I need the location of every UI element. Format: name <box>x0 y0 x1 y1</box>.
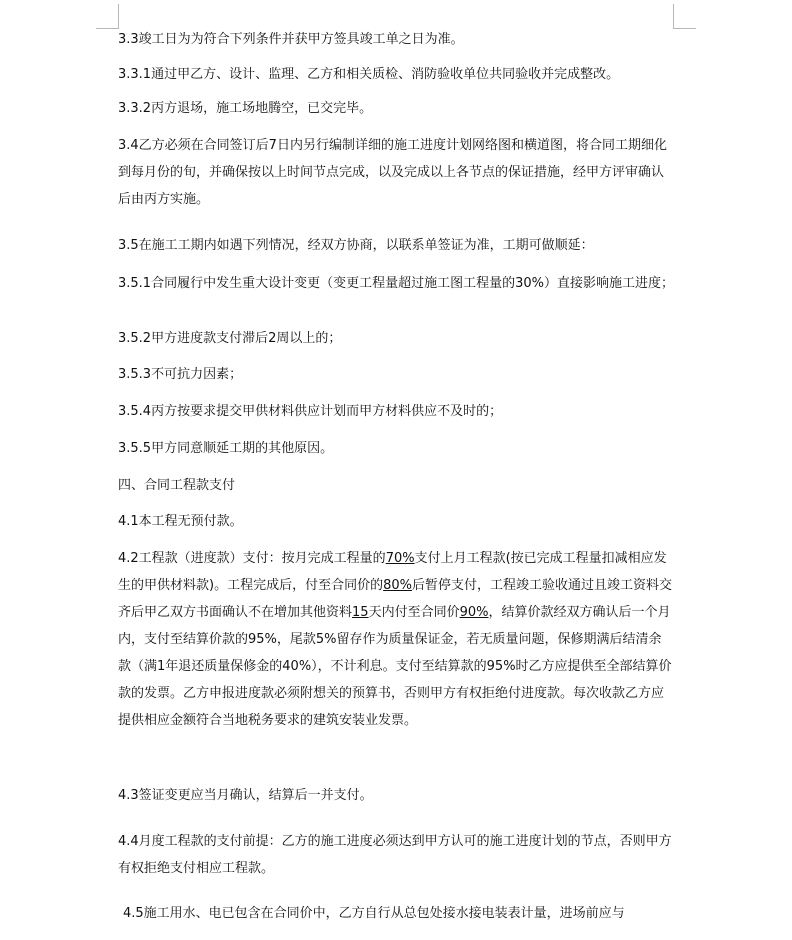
clause-4-2-text-4: 天内付至合同价 <box>368 605 460 620</box>
clause-3-3-2: 3.3.2丙方退场，施工场地腾空，已交完毕。 <box>118 101 373 116</box>
clause-3-5-3: 3.5.3不可抗力因素； <box>118 367 243 382</box>
clause-4-2-text-1: 4.2工程款（进度款）支付：按月完成工程量的 <box>118 551 386 566</box>
underlined-80-percent: 80% <box>383 578 412 593</box>
clause-4-3: 4.3签证变更应当月确认，结算后一并支付。 <box>118 788 373 803</box>
underlined-70-percent: 70% <box>385 551 415 566</box>
clause-4-2-text-2: 支付上月工程款(按已完成工程量扣减相应发生的甲供材料款)。工程完成后，付至合同价的 <box>118 551 667 593</box>
clause-3-5-4: 3.5.4丙方按要求提交甲供材料供应计划而甲方材料供应不及时的； <box>118 404 503 419</box>
clause-4-1: 4.1本工程无预付款。 <box>118 514 243 529</box>
clause-4-4: 4.4月度工程款的支付前提：乙方的施工进度必须达到甲方认可的施工进度计划的节点，否则甲方有权拒绝支付相应工程款。 <box>118 834 672 876</box>
clause-4-2-text-3: 后暂停支付，工程竣工验收通过且竣工资料交齐后甲乙双方书面确认不在增加其他资料 <box>118 578 672 620</box>
clause-3-4: 3.4乙方必须在合同签订后7日内另行编制详细的施工进度计划网络图和横道图，将合同工期细化到每月份的旬，并确保按以上时间节点完成，以及完成以上各节点的保证措施，经甲方评审确认后由丙方实施。 <box>118 138 667 207</box>
underlined-90-percent: 90% <box>459 605 489 620</box>
clause-4-2 <box>118 545 674 734</box>
page-corner-mark-top-left <box>96 4 119 29</box>
clause-3-5: 3.5在施工工期内如遇下列情况，经双方协商，以联系单签证为准，工期可做顺延： <box>118 238 594 253</box>
clause-3-5-1: 3.5.1合同履行中发生重大设计变更（变更工程量超过施工图工程量的30%）直接影响施工进度； <box>118 276 674 291</box>
clause-3-5-5: 3.5.5甲方同意顺延工期的其他原因。 <box>118 441 334 456</box>
clause-3-3-1: 3.3.1通过甲乙方、设计、监理、乙方和相关质检、消防验收单位共同验收并完成整改。 <box>118 67 620 82</box>
section-4-heading: 四、合同工程款支付 <box>118 478 236 493</box>
clause-4-2-text-5: ，结算价款经双方确认后一个月内，支付至结算价款的95%，尾款5%留存作为质量保证金，若无质量问题，保修期满后结清余款（满1年退还质量保修金的40%），不计利息。支付至结算款的95%时乙方应提供至全部结算价款的发票。乙方申报进度款必须附想关的预算书，否则甲方有权拒绝付进度款。每次收款乙方应提供相应金额符合当地税务要求的建筑安装业发票。 <box>118 605 672 728</box>
clause-4-5: 4.5施工用水、电已包含在合同价中，乙方自行从总包处接水接电装表计量，进场前应与 <box>123 906 625 921</box>
clause-3-5-2: 3.5.2甲方进度款支付滞后2周以上的； <box>118 331 342 346</box>
page-corner-mark-top-right <box>673 4 696 29</box>
clause-3-3: 3.3竣工日为为符合下列条件并获甲方签具竣工单之日为准。 <box>118 32 464 47</box>
underlined-15-days: 15 <box>352 605 369 620</box>
